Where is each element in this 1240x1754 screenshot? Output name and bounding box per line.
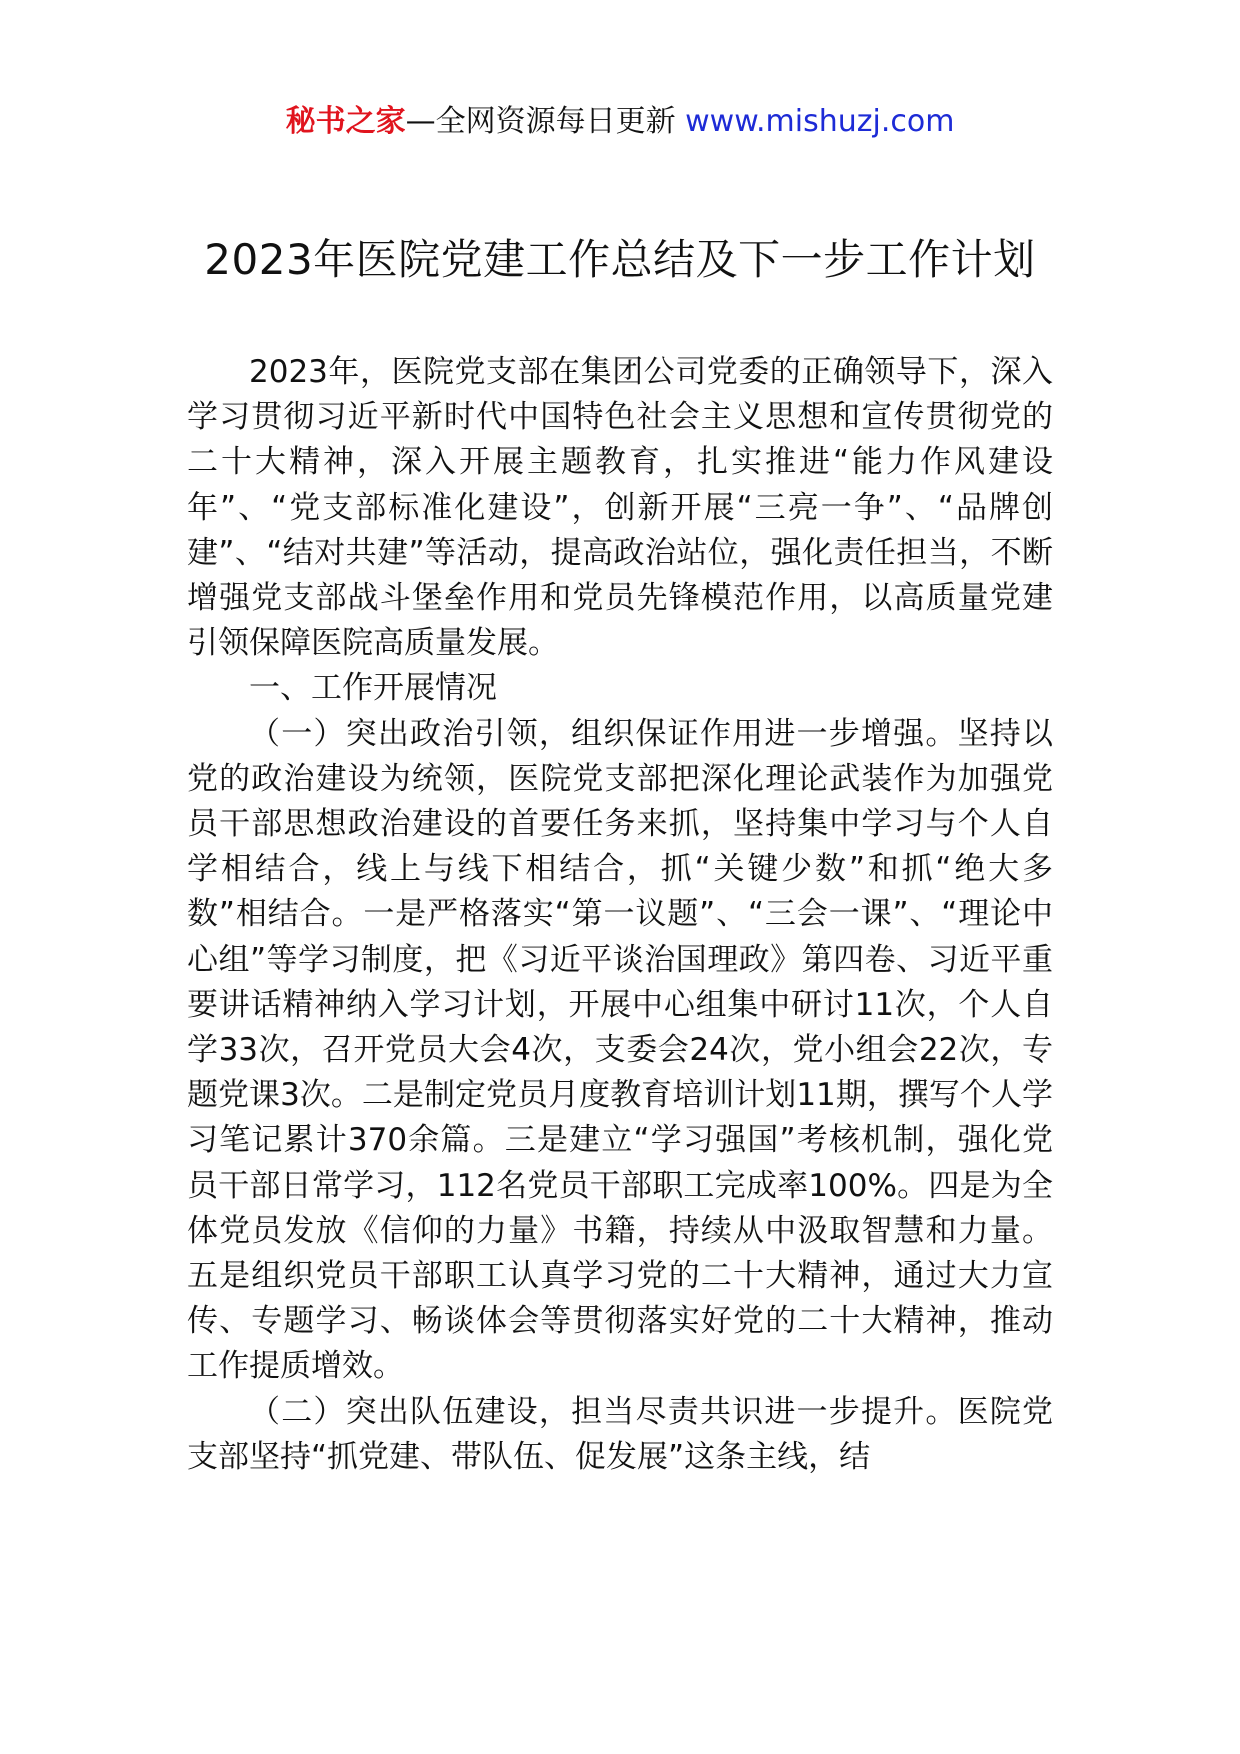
document-body <box>187 350 1053 1480</box>
site-header <box>0 102 1240 142</box>
section-paragraph-1: （一）突出政治引领，组织保证作用进一步增强。坚持以党的政治建设为统领，医院党支部把深化理论武装作为加强党员干部思想政治建设的首要任务来抓，坚持集中学习与个人自学相结合，线上与线下相结合，抓“关键少数”和抓“绝大多数”相结合。一是严格落实“第一议题”、“三会一课”、“理论中心组”等学习制度，把《习近平谈治国理政》第四卷、习近平重要讲话精神纳入学习计划，开展中心组集中研讨11次，个人自学33次，召开党员大会4次，支委会24次，党小组会22次，专题党课3次。二是制定党员月度教育培训计划11期，撰写个人学习笔记累计370余篇。三是建立“学习强国”考核机制，强化党员干部日常学习，112名党员干部职工完成率100%。四是为全体党员发放《信仰的力量》书籍，持续从中汲取智慧和力量。五是组织党员干部职工认真学习党的二十大精神，通过大力宣传、专题学习、畅谈体会等贯彻落实好党的二十大精神，推动工作提质增效。 <box>187 715 1053 1385</box>
intro-paragraph: 2023年，医院党支部在集团公司党委的正确领导下，深入学习贯彻习近平新时代中国特色社会主义思想和宣传贯彻党的二十大精神，深入开展主题教育，扎实推进“能力作风建设年”、“党支部标准化建设”，创新开展“三亮一争”、“品牌创建”、“结对共建”等活动，提高政治站位，强化责任担当，不断增强党支部战斗堡垒作用和党员先锋模范作用，以高质量党建引领保障医院高质量发展。 <box>187 354 1053 662</box>
brand-name: 秘书之家 <box>285 104 406 139</box>
section-heading: 一、工作开展情况 <box>249 670 497 707</box>
section-paragraph-2: （二）突出队伍建设，担当尽责共识进一步提升。医院党支部坚持“抓党建、带队伍、促发展”这条主线，结 <box>187 1393 1053 1475</box>
document-title: 2023年医院党建工作总结及下一步工作计划 <box>204 235 1036 284</box>
site-slogan: —全网资源每日更新 <box>405 104 676 139</box>
site-url[interactable]: www.mishuzj.com <box>685 104 955 139</box>
